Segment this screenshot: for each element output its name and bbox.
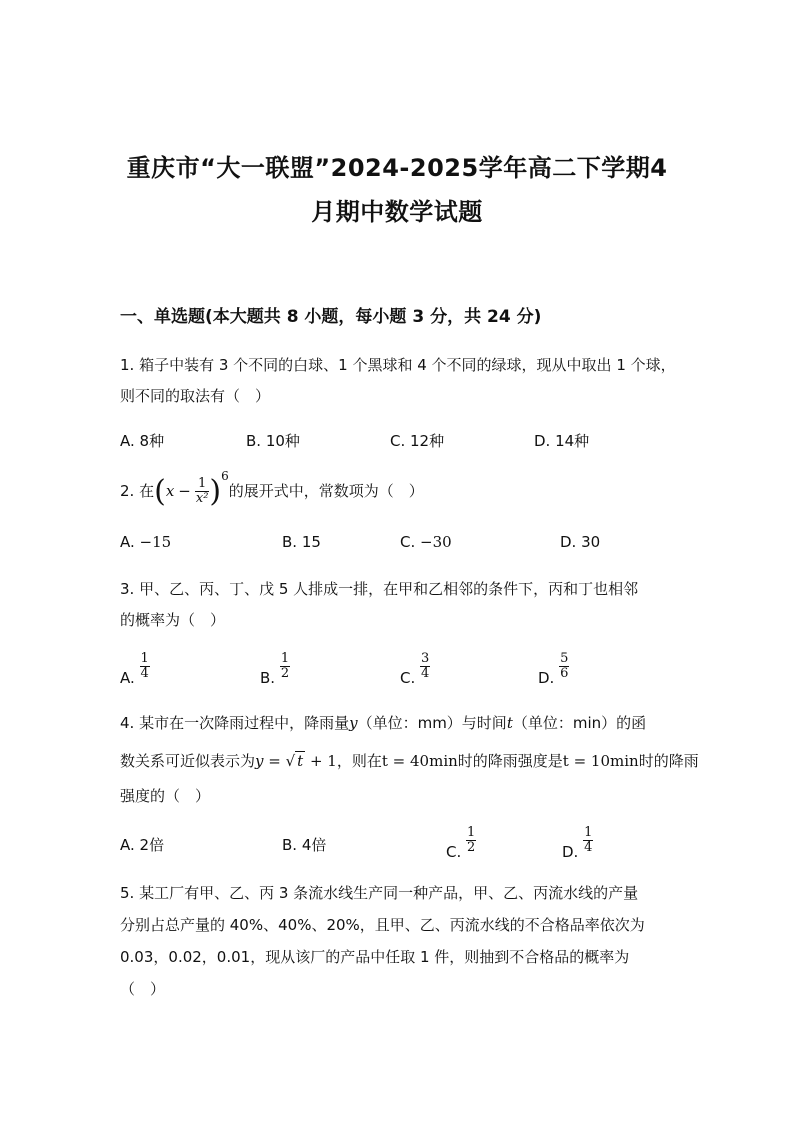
q4-option-c: C. $\frac{1}{2}$ (446, 825, 476, 861)
q4-option-d: D. $\frac{1}{4}$ (562, 825, 593, 861)
page-title-line2: 月期中数学试题 (311, 198, 483, 226)
q2-minus: − (178, 482, 191, 500)
q1-text-line2: 则不同的取法有（ ） (120, 387, 271, 405)
q4-text-line1: 4. 某市在一次降雨过程中，降雨量y（单位：mm）与时间t（单位：min）的函 (120, 714, 647, 732)
q3-option-b: B. $\frac{1}{2}$ (260, 651, 290, 687)
q2-frac-den: x² (195, 491, 209, 506)
q2-option-c: C. −30 (400, 533, 452, 551)
q3-option-a: A. $\frac{1}{4}$ (120, 651, 149, 687)
sqrt-symbol: √ t (285, 752, 304, 770)
q3-text-line1: 3. 甲、乙、丙、丁、戊 5 人排成一排，在甲和乙相邻的条件下，丙和丁也相邻 (120, 580, 639, 598)
q2-fraction (195, 477, 210, 505)
q2-var-x: x (165, 482, 175, 500)
left-paren: ( (154, 474, 166, 509)
q3-option-c: C. $\frac{3}{4}$ (400, 651, 430, 687)
q1-option-a: A. 8种 (120, 432, 165, 450)
q4-option-a: A. 2倍 (120, 836, 165, 854)
q4-text-line3: 强度的（ ） (120, 787, 211, 805)
q1-option-c: C. 12种 (390, 432, 445, 450)
section-heading: 一、单选题(本大题共 8 小题，每小题 3 分，共 24 分) (120, 307, 542, 327)
q2-prefix: 2. 在 (120, 482, 155, 500)
q5-text-line2: 分别占总产量的 40%、40%、20%，且甲、乙、丙流水线的不合格品率依次为 (120, 916, 645, 934)
q4-option-b: B. 4倍 (282, 836, 327, 854)
q3-text-line2: 的概率为（ ） (120, 611, 226, 629)
q1-option-b: B. 10种 (246, 432, 300, 450)
right-paren: ) (209, 474, 222, 509)
q2-exponent: 6 (221, 469, 229, 483)
q1-option-d: D. 14种 (534, 432, 590, 450)
q2-option-d: D. 30 (560, 533, 601, 551)
q4-text-line2: 数关系可近似表示为y = √ t + 1，则在t = 40min时的降雨强度是t = 10min时的降雨 (120, 752, 699, 770)
q5-text-line1: 5. 某工厂有甲、乙、丙 3 条流水线生产同一种产品，甲、乙、丙流水线的产量 (120, 884, 639, 902)
q2-suffix: 的展开式中，常数项为（ ） (228, 482, 424, 500)
page-title-line1: 重庆市“大一联盟”2024-2025学年高二下学期4 (126, 154, 668, 182)
q3-option-d: D. $\frac{5}{6}$ (538, 651, 569, 687)
q2-frac-num: 1 (197, 476, 207, 492)
q2-text (120, 469, 424, 509)
q5-text-line4: （ ） (120, 980, 166, 998)
q1-text-line1: 1. 箱子中装有 3 个不同的白球、1 个黑球和 4 个不同的绿球，现从中取出 1 个球， (120, 356, 676, 374)
q2-option-b: B. 15 (282, 533, 321, 551)
q5-text-line3: 0.03，0.02，0.01，现从该厂的产品中任取 1 件，则抽到不合格品的概率为 (120, 948, 630, 966)
q2-option-a: A. −15 (120, 533, 172, 551)
